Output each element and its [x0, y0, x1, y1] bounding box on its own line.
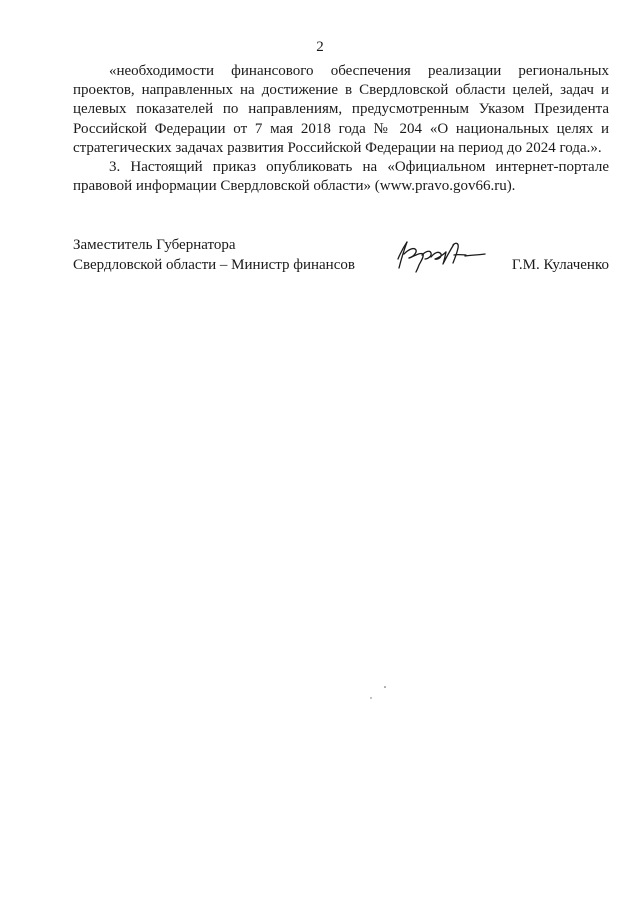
signer-position-line-2: Свердловской области – Министр финансов	[73, 256, 355, 273]
scan-artifact-marks	[365, 684, 395, 704]
signer-position-line-1: Заместитель Губернатора	[73, 237, 236, 253]
signature-block	[73, 236, 609, 284]
handwritten-signature	[395, 234, 487, 274]
signer-name: Г.М. Кулаченко	[511, 256, 609, 273]
paragraph-publication-clause: 3. Настоящий приказ опубликовать на «Официальном интернет-портале правовой информации Свердловской области» (www.pravo.gov66.ru).	[73, 159, 609, 195]
paragraph-continuation: «необходимости финансового обеспечения реализации региональных проектов, направленных на достижение в Свердловской области целей, задач и целевых показателей по направлениям, предусмотренным Указом Президента Российской Федерации от 7 мая 2018 года № 204 «О национальных целях и стратегических задачах развития Российской Федерации на период до 2024 года.».	[73, 63, 609, 156]
page-number: 2	[316, 39, 324, 55]
document-body	[73, 62, 609, 196]
signer-position	[73, 236, 355, 275]
